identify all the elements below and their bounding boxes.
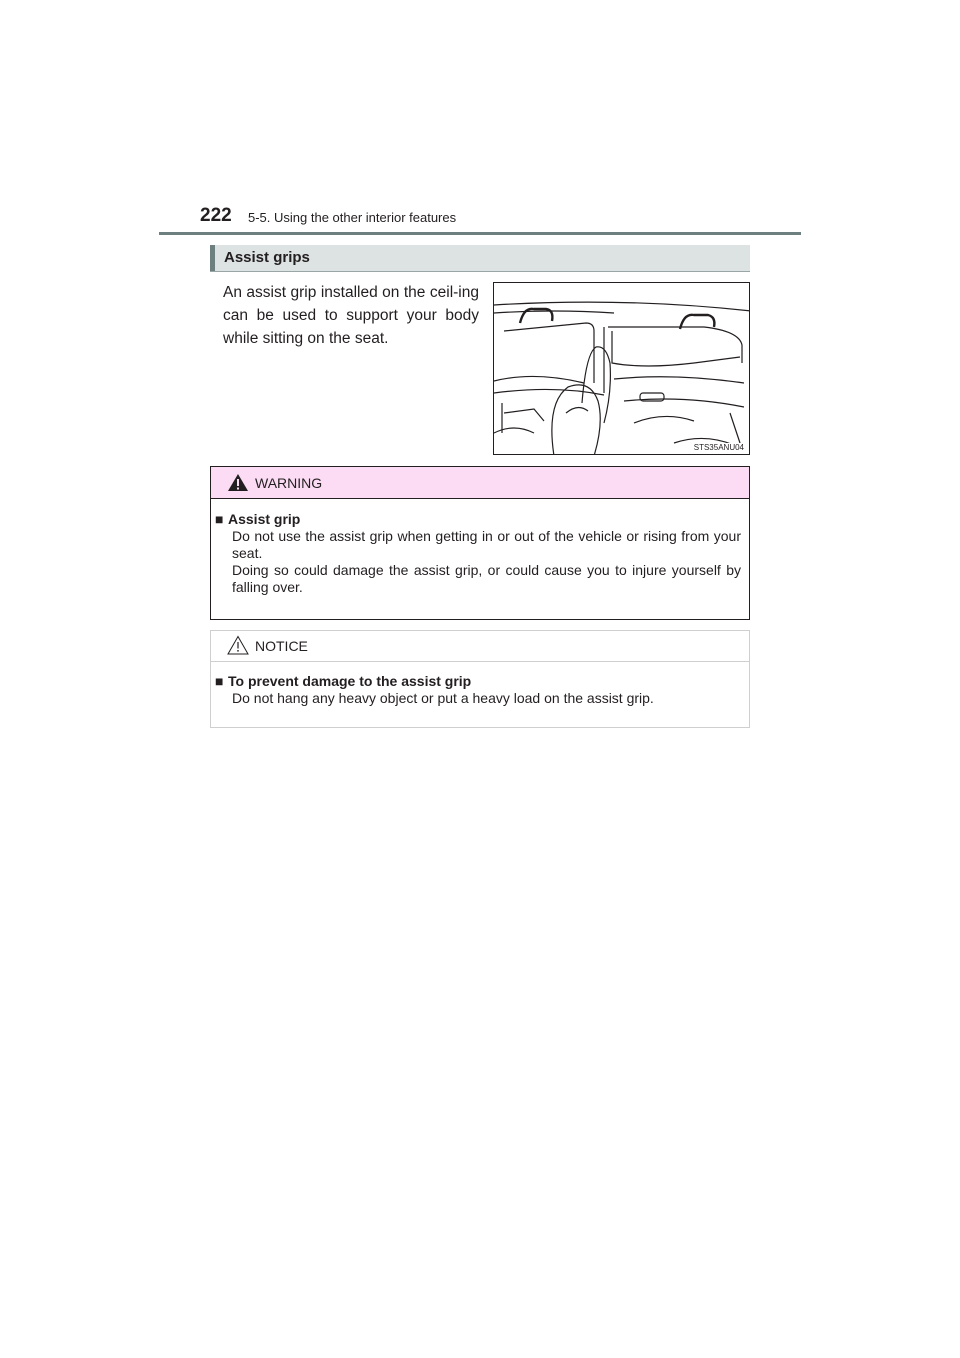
heading-accent xyxy=(210,245,215,271)
warning-item-body-2: Doing so could damage the assist grip, or could cause you to injure yourself by falling over. xyxy=(232,562,741,595)
notice-label: NOTICE xyxy=(255,638,308,654)
notice-triangle-icon xyxy=(227,635,249,655)
bullet-square: ■ xyxy=(215,511,224,527)
section-title: 5-5. Using the other interior features xyxy=(248,210,457,225)
warning-header xyxy=(211,467,749,499)
page-number: 222 xyxy=(200,205,232,226)
intro-paragraph: An assist grip installed on the ceil-ing can be used to support your body while sitting on the seat. xyxy=(223,284,479,347)
interior-drawing xyxy=(494,283,750,455)
notice-box xyxy=(210,630,750,728)
heading-title: Assist grips xyxy=(224,249,310,266)
warning-label: WARNING xyxy=(255,475,323,491)
warning-item-body-1: Do not use the assist grip when getting in or out of the vehicle or rising from your seat. xyxy=(232,528,741,561)
assist-grip-illustration xyxy=(493,282,750,455)
section-heading xyxy=(210,245,750,272)
figure-code: STS35ANU04 xyxy=(693,443,744,452)
notice-header xyxy=(211,631,749,662)
bullet-square: ■ xyxy=(215,673,224,689)
notice-item xyxy=(215,673,741,707)
warning-item-title: Assist grip xyxy=(228,511,301,527)
warning-item xyxy=(215,511,741,596)
header-rule xyxy=(159,232,801,235)
notice-item-title: To prevent damage to the assist grip xyxy=(228,673,472,689)
notice-item-body: Do not hang any heavy object or put a heavy load on the assist grip. xyxy=(232,690,654,706)
warning-box xyxy=(210,466,750,620)
warning-triangle-icon xyxy=(227,473,249,492)
